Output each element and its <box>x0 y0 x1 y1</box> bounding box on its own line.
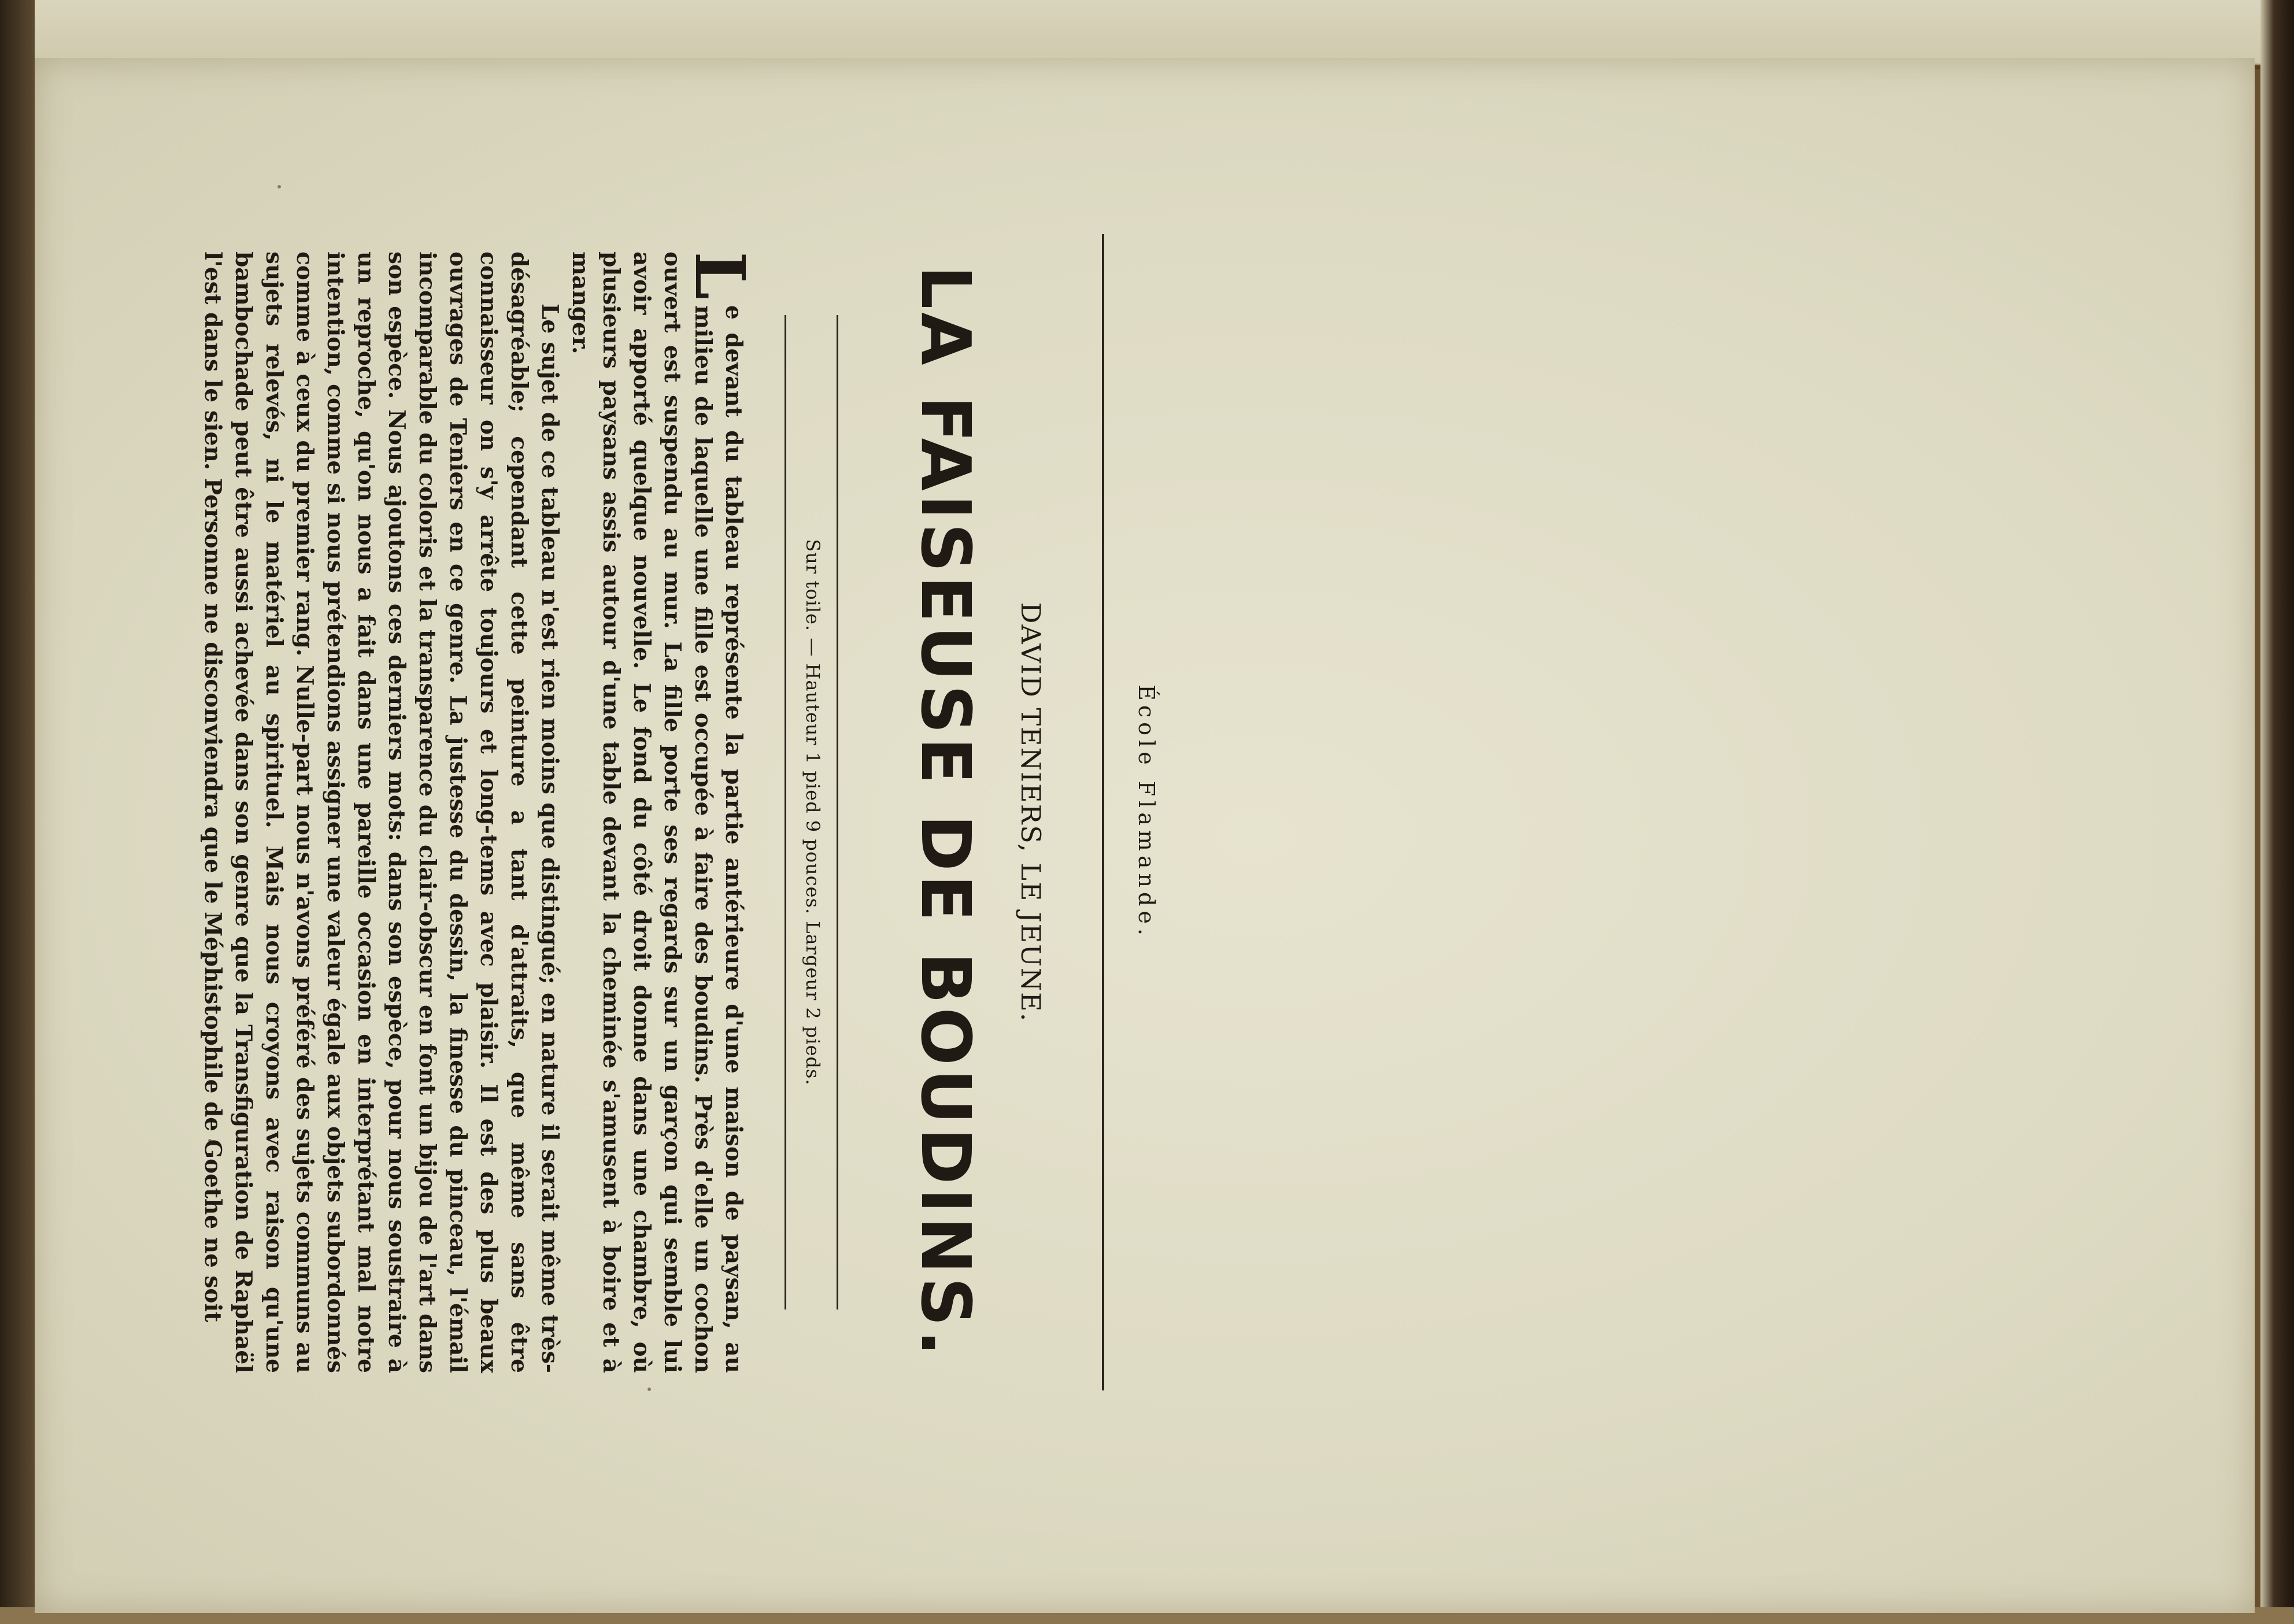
rotated-page-content <box>0 234 1159 1390</box>
previous-page-edge <box>17 0 2260 65</box>
painting-dimensions: Sur toile. — Hauteur 1 pied 9 pouces. Largeur 2 pieds. <box>802 539 824 1086</box>
dimensions-rule-bottom <box>785 315 786 1309</box>
page-fore-edge <box>2260 0 2294 1624</box>
painting-title: LA FAISEUSE DE BOUDINS. <box>906 265 986 1360</box>
paragraph-2: Le sujet de ce tableau n'est rien moins que distingué; en nature il serait même très-désagréable; cependant cette peinture a tant d'attraits, que même sans être connaisseur on s'y arrête toujours et long-tems avec plaisir. Il est des plus beaux ouvrages de Teniers en ce genre. La justesse du dessin, la finesse du pinceau, l'émail incomparable du coloris et la transparence du clair-obscur en font un bijou de l'art dans son espèce. Nous ajoutons ces derniers mots: dans son espèce, pour nous soustraire à un reproche, qu'on nous a fait dans une pareille occasion en interprétant mal notre intention, comme si nous prétendions assigner une valeur égale aux objets subordonnés comme à ceux du premier rang. Nulle-part nous n'avons préféré des sujets communs au sujets relevés, ni le matériel au spirituel. Mais nous croyons avec raison qu'une bambochade peut être aussi achevée dans son genre que la Transfiguration de Raphaël l'est dans le sien. Personne ne disconviendra que le Méphistophile de Goethe ne soit <box>199 251 563 1373</box>
body-text <box>197 251 760 1373</box>
dimensions-rule-top <box>837 315 838 1309</box>
drop-cap: L <box>680 251 760 299</box>
paragraph-1 <box>565 251 760 1373</box>
header-rule <box>1102 234 1104 1390</box>
section-header: École Flamande. <box>1134 685 1159 940</box>
artist-name: DAVID TENIERS, LE JEUNE. <box>1015 602 1046 1023</box>
paragraph-1-text: e devant du tableau représente la partie antérieure d'une maison de paysan, au milieu de laquelle une fille est occupée à faire des boudins. Près d'elle un cochon ouvert est suspendu au mur. La fille porte ses regards sur un garçon qui semble lui avoir apporté quelque nouvelle. Le fond du côté droit donne dans une chambre, où plusieurs paysans assis autour d'une table devant la cheminée s'amusent à boire et à manger. <box>567 251 747 1373</box>
paper-speck <box>278 185 281 188</box>
